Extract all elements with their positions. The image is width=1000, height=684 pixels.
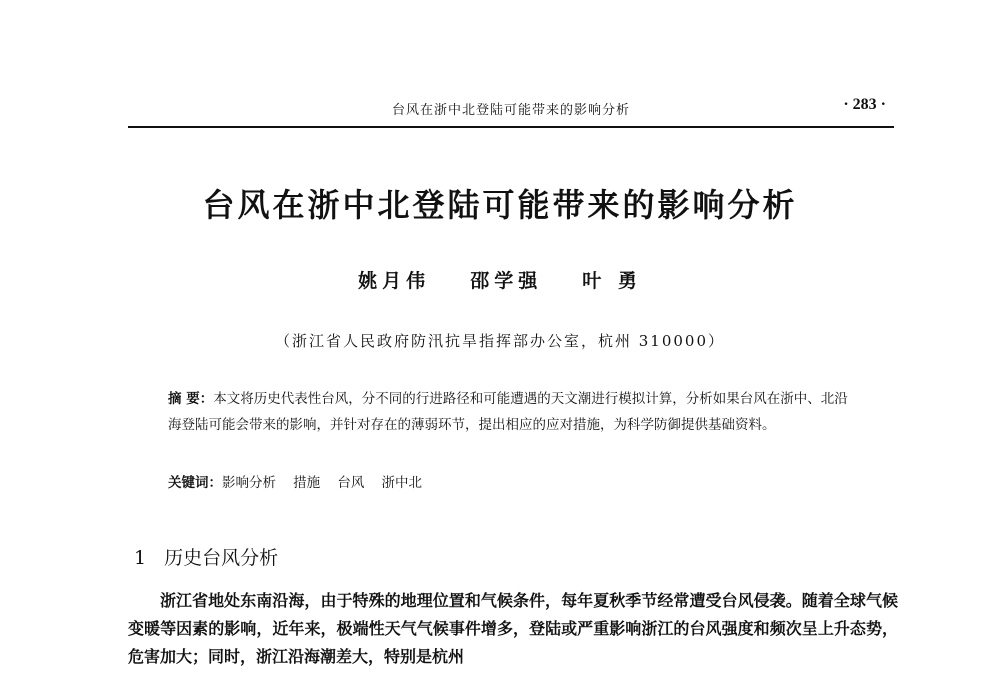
running-header (128, 96, 894, 128)
keywords-text: 影响分析 措施 台风 浙中北 (222, 475, 422, 491)
abstract-label: 摘 要： (168, 391, 214, 407)
affiliation: （浙江省人民政府防汛抗旱指挥部办公室，杭州 310000） (274, 332, 726, 350)
body-paragraph: 浙江省地处东南沿海，由于特殊的地理位置和气候条件，每年夏秋季节经常遭受台风侵袭。随着全球气候变暖等因素的影响，近年来，极端性天气气候事件增多，登陆或严重影响浙江的台风强度和频次呈上升态势，危害加大；同时，浙江沿海潮差大，特别是杭州 (128, 591, 898, 666)
section-title: 历史台风分析 (164, 547, 279, 569)
author-list (0, 266, 1000, 293)
paper-title: 台风在浙中北登陆可能带来的影响分析 (202, 186, 798, 224)
running-title: 台风在浙中北登陆可能带来的影响分析 (391, 103, 630, 118)
author: 姚月伟 (358, 270, 431, 292)
page-number: · 283 · (843, 96, 886, 113)
abstract-text: 本文将历史代表性台风，分不同的行进路径和可能遭遇的天文潮进行模拟计算，分析如果台风在浙中、北沿海登陆可能会带来的影响，并针对存在的薄弱环节，提出相应的应对措施，为科学防御提供基础资料。 (168, 391, 848, 433)
abstract (168, 386, 858, 438)
section-number: 1 (134, 547, 147, 569)
keywords-label: 关键词： (168, 475, 222, 491)
author: 叶 勇 (582, 270, 642, 292)
author: 邵学强 (470, 270, 543, 292)
keywords (168, 470, 858, 496)
section-heading (134, 543, 278, 570)
